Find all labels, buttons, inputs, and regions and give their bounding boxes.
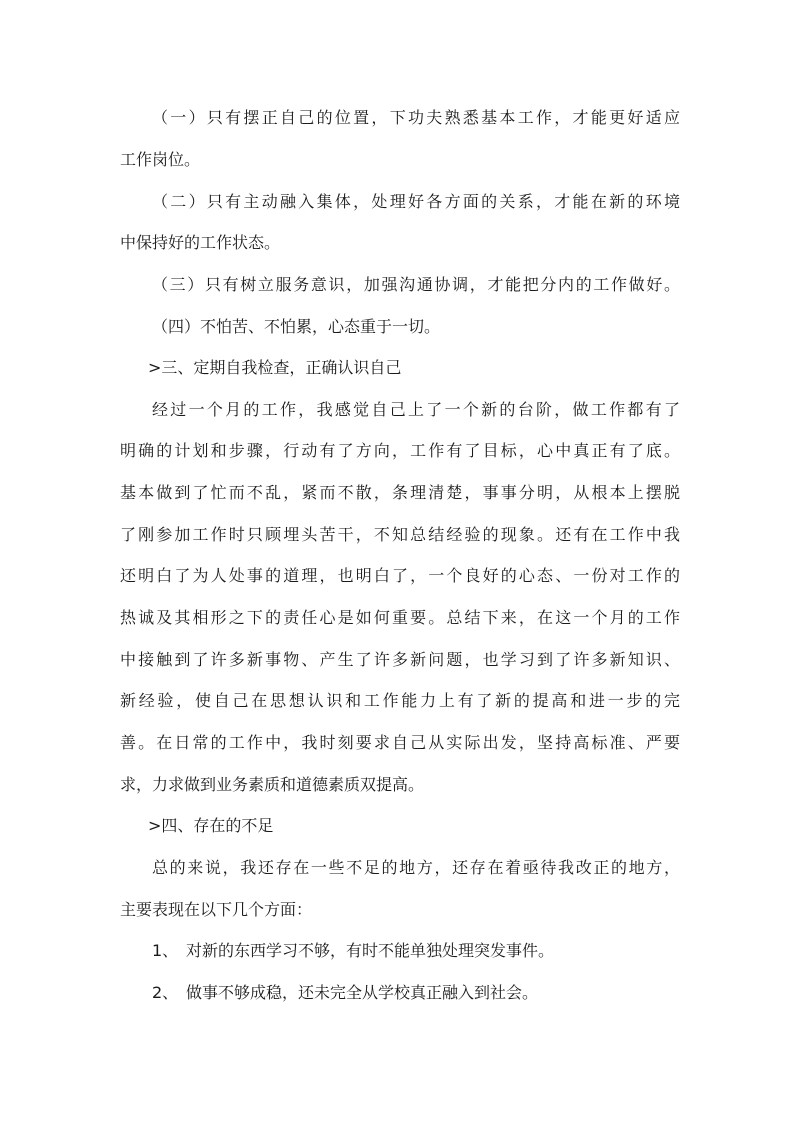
paragraph-5-line-5: 还明白了为人处事的道理，也明白了，一个良好的心态、一份对工作的 <box>120 566 680 585</box>
paragraph-5-line-8: 新经验，使自己在思想认识和工作能力上有了新的提高和进一步的完 <box>120 691 680 710</box>
list-item-number: 2、 <box>152 983 179 1002</box>
list-item-text: 对新的东西学习不够，有时不能单独处理突发事件。 <box>186 941 555 960</box>
paragraph-1-line-2: 工作岗位。 <box>120 150 201 169</box>
paragraph-5-line-3: 基本做到了忙而不乱，紧而不散，条理清楚，事事分明，从根本上摆脱 <box>120 483 680 502</box>
list-item-text: 做事不够成稳，还未完全从学校真正融入到社会。 <box>186 983 539 1002</box>
list-item-number: 1、 <box>152 941 179 960</box>
list-item <box>152 936 680 966</box>
paragraph-6-line-2: 主要表现在以下几个方面： <box>120 900 313 919</box>
paragraph-4-line-1: （四）不怕苦、不怕累，心态重于一切。 <box>152 317 441 336</box>
section-heading-4: >四、存在的不足 <box>148 816 274 835</box>
paragraph-5-line-2: 明确的计划和步骤，行动有了方向，工作有了目标，心中真正有了底。 <box>120 441 680 460</box>
paragraph-5-line-9: 善。在日常的工作中，我时刻要求自己从实际出发，坚持高标准、严要 <box>120 733 680 752</box>
paragraph-6-line-1: 总的来说，我还存在一些不足的地方，还存在着亟待我改正的地方， <box>152 858 680 877</box>
paragraph-5-line-4: 了刚参加工作时只顾埋头苦干，不知总结经验的现象。还有在工作中我 <box>120 525 680 544</box>
paragraph-2-line-1: （二）只有主动融入集体，处理好各方面的关系，才能在新的环境 <box>152 192 680 211</box>
paragraph-5-line-6: 热诚及其相形之下的责任心是如何重要。总结下来，在这一个月的工作 <box>120 608 680 627</box>
paragraph-2-line-2: 中保持好的工作状态。 <box>120 233 281 252</box>
paragraph-5-line-10: 求，力求做到业务素质和道德素质双提高。 <box>120 775 425 794</box>
paragraph-5-line-1: 经过一个月的工作，我感觉自己上了一个新的台阶，做工作都有了 <box>152 400 680 419</box>
paragraph-3-line-1: （三）只有树立服务意识，加强沟通协调，才能把分内的工作做好。 <box>152 275 680 294</box>
paragraph-1-line-1: （一）只有摆正自己的位置，下功夫熟悉基本工作，才能更好适应 <box>152 108 680 127</box>
section-heading-3: >三、定期自我检查，正确认识自己 <box>148 358 402 377</box>
paragraph-5-line-7: 中接触到了许多新事物、产生了许多新问题，也学习到了许多新知识、 <box>120 650 680 669</box>
list-item <box>152 978 680 1008</box>
